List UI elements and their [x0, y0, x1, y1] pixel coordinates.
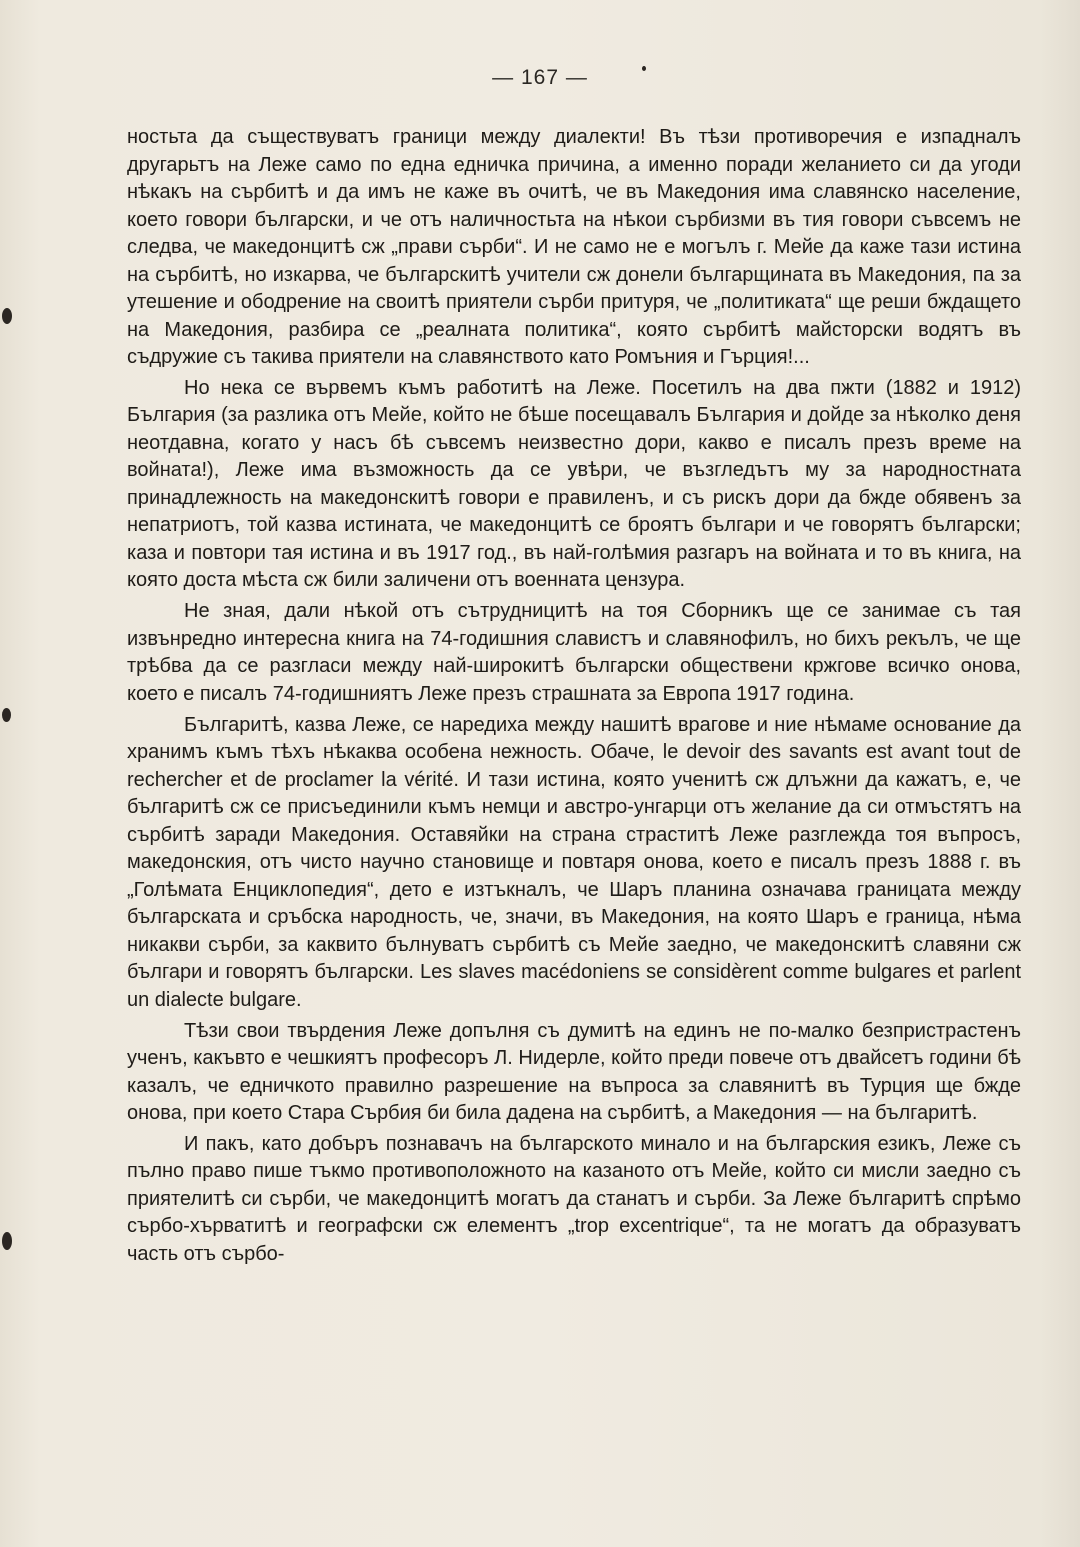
binding-hole-mark: [2, 708, 11, 722]
paragraph-4: Българитѣ, казва Леже, се наредиха между нашитѣ врагове и ние нѣмаме основание да хранимъ къмъ тѣхъ нѣкаква особена нежность. Обаче, le devoir des savants est avant tout de rechercher et de proclamer la vérité. И тази истина, която ученитѣ сж длъжни да кажатъ, е, че българитѣ сж се присъединили къмъ немци и австро-унгарци отъ желание да си отмъстятъ на сърбитѣ заради Македония. Оставяйки на страна страститѣ Леже разглежда тоя въпросъ, македонския, отъ чисто научно становище и повтаря онова, което е писалъ презъ 1888 г. въ „Голѣмата Енциклопедия“, дето е изтъкналъ, че Шаръ планина означава границата между българската и сръбска народность, че, значи, въ Македония, на която Шаръ е граница, нѣма никакви сърби, за каквито бълнуватъ сърбитѣ съ Мейе заедно, че македонскитѣ славяни сж българи и говорятъ български. Les slaves macédoniens se considèrent comme bulgares et parlent un dialecte bulgare.: [127, 713, 1021, 1011]
paragraph-5: Тѣзи свои твърдения Леже допълня съ думитѣ на единъ не по-малко безпристрастенъ ученъ, какъвто е чешкиятъ професоръ Л. Нидерле, който преди повече отъ двайсетъ години бѣ казалъ, че едничкото правилно разрешение на въпроса за славянитѣ въ Турция ще бжде онова, при което Стара Сърбия би била дадена на сърбитѣ, а Македония — на българитѣ.: [127, 1019, 1021, 1125]
ink-speck: [642, 66, 646, 71]
paragraph-6: И пакъ, като добъръ познавачъ на българското минало и на българския езикъ, Леже съ пълно право пише тъкмо противоположното на казаното отъ Мейе, който си мисли заедно съ приятелитѣ си сърби, че македонцитѣ могатъ да станатъ и сърби. За Леже българитѣ спрѣмо сърбо-хърватитѣ и географски сж елементъ „trop excentrique“, та не могатъ да образуватъ часть отъ сърбо-: [127, 1132, 1021, 1265]
body-text: [127, 124, 1021, 1272]
paragraph-1: ностьта да съществуватъ граници между диалекти! Въ тѣзи противоречия е изпадналъ другарьтъ на Леже само по една едничка причина, а именно поради желанието си да угоди нѣкакъ на сърбитѣ и да имъ не каже въ очитѣ, че въ Македония има славянско население, което говори български, и че отъ наличностьта на нѣкои сърбизми въ тия говори съвсемъ не следва, че македонцитѣ сж „прави сърби“. И не само не е могълъ г. Мейе да каже тази истина на сърбитѣ, но изкарва, че българскитѣ учители сж донели българщината въ Македония, па за утешение и ободрение на своитѣ приятели сърби притуря, че „политиката“ ще реши бждащето на Македония, разбира се „реалната политика“, която сърбитѣ майсторски водятъ въ съдружие съ такива приятели на славянството като Ромъния и Гърция!...: [127, 126, 1021, 368]
binding-hole-mark: [2, 1232, 12, 1250]
paragraph-3: Не зная, дали нѣкой отъ сътрудницитѣ на тоя Сборникъ ще се занимае съ тая извънредно интересна книга на 74-годишния славистъ и славянофилъ, но бихъ рекълъ, че ще трѣбва да се разгласи между най-широкитѣ български обществени кржгове всичко онова, което е писалъ 74-годишниятъ Леже презъ страшната за Европа 1917 година.: [127, 600, 1021, 705]
paragraph-2: Но нека се вървемъ къмъ работитѣ на Леже. Посетилъ на два пжти (1882 и 1912) България (за разлика отъ Мейе, който не бѣше посещавалъ България и дойде за нѣколко деня неотдавна, когато у насъ бѣ съвсемъ неизвестно дори, какво е писалъ презъ време на войната!), Леже има възможность да се увѣри, че възгледътъ му за народностната принадлежность на македонскитѣ говори е правиленъ, и съ рискъ дори да бжде обявенъ за непатриотъ, той казва истината, че македонцитѣ се броятъ българи и че говорятъ български; каза и повтори тая истина и въ 1917 год., въ най-голѣмия разгаръ на войната и то въ книга, на която доста мѣста сж били заличени отъ военната цензура.: [127, 376, 1021, 592]
binding-hole-mark: [2, 308, 12, 324]
page-number: — 167 —: [492, 66, 588, 89]
